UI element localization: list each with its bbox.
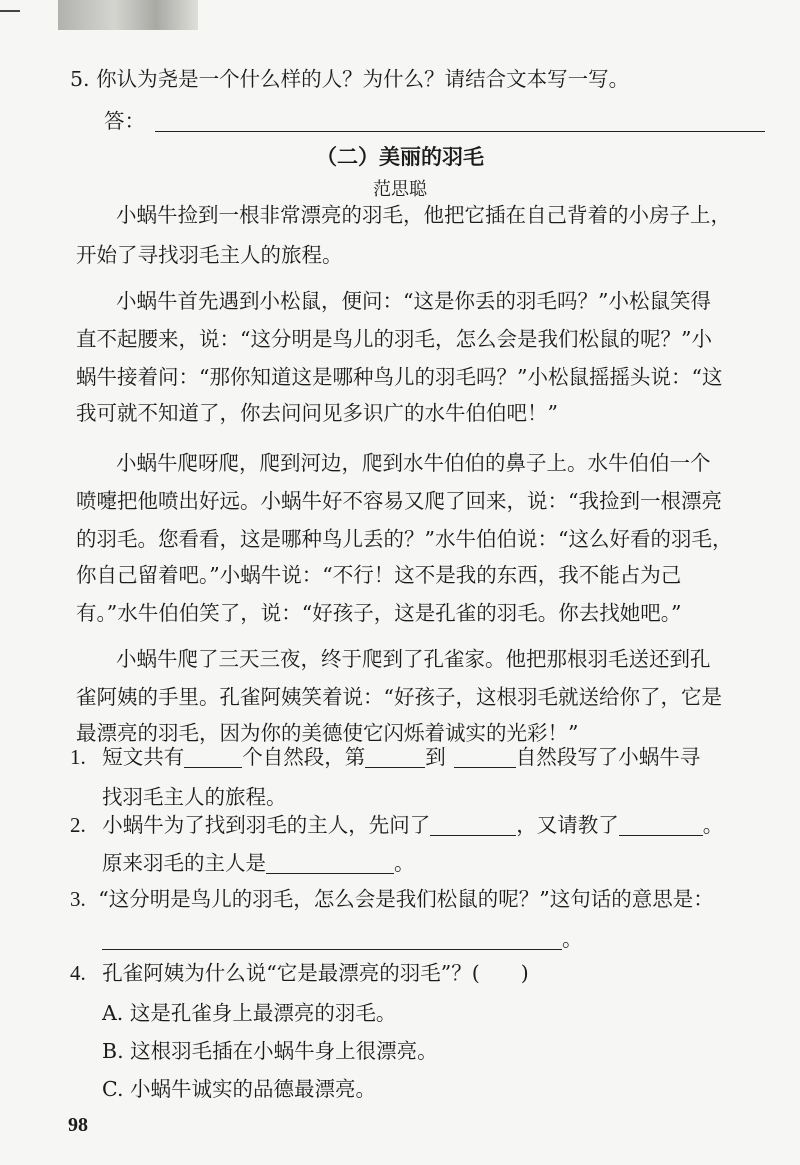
article-line: 你自己留着吧。”小蜗牛说：“不行！这不是我的东西，我不能占为己: [76, 563, 682, 587]
question-1-text-b: 个自然段，第: [242, 745, 366, 769]
blank-first-asked[interactable]: [430, 813, 516, 836]
question-2-text-b: ，又请教了: [516, 813, 619, 837]
question-1-text-c: 到: [425, 745, 446, 769]
question-2-number: 2.: [70, 813, 86, 837]
question-4-option-c[interactable]: C. 小蜗牛诚实的品德最漂亮。: [102, 1077, 376, 1101]
article-line: 雀阿姨的手里。孔雀阿姨笑着说：“好孩子，这根羽毛就送给你了，它是: [76, 685, 722, 709]
question-4-text: 孔雀阿姨为什么说“它是最漂亮的羽毛”？( ): [102, 961, 529, 985]
scan-mark: [0, 10, 20, 12]
blank-sentence-meaning[interactable]: [102, 927, 562, 950]
answer-row: [104, 106, 765, 136]
article-author: 范思聪: [373, 179, 427, 200]
article-line: 直不起腰来，说：“这分明是鸟儿的羽毛，怎么会是我们松鼠的呢？”小: [76, 327, 712, 351]
answer-blank[interactable]: [155, 109, 765, 132]
page-number: 98: [68, 1114, 88, 1136]
blank-paragraph-count[interactable]: [184, 745, 242, 768]
article-title: （二）美丽的羽毛: [316, 145, 484, 169]
article-line: 小蜗牛捡到一根非常漂亮的羽毛，他把它插在自己背着的小房子上，: [116, 203, 731, 227]
question-1: [70, 742, 700, 772]
question-3-text: “这分明是鸟儿的羽毛，怎么会是我们松鼠的呢？”这句话的意思是：: [98, 887, 714, 911]
blank-feather-owner[interactable]: [266, 851, 394, 874]
article-line: 开始了寻找羽毛主人的旅程。: [76, 243, 343, 267]
question-3-answer-row: [102, 924, 583, 954]
question-1-number: 1.: [70, 745, 86, 769]
question-1-text-a: 短文共有: [102, 745, 185, 769]
question-4-option-a[interactable]: A. 这是孔雀身上最漂亮的羽毛。: [102, 1001, 397, 1025]
article-line: 小蜗牛爬呀爬，爬到河边，爬到水牛伯伯的鼻子上。水牛伯伯一个: [116, 451, 711, 475]
blank-start-paragraph[interactable]: [365, 745, 425, 768]
question-2-text-d: 原来羽毛的主人是: [102, 851, 266, 875]
question-4-number: 4.: [70, 961, 86, 985]
answer-label: 答：: [104, 109, 145, 133]
article-line: 小蜗牛首先遇到小松鼠，便问：“这是你丢的羽毛吗？”小松鼠笑得: [116, 289, 711, 313]
article-line: 喷嚏把他喷出好远。小蜗牛好不容易又爬了回来，说：“我捡到一根漂亮: [76, 489, 722, 513]
question-4-option-b[interactable]: B. 这根羽毛插在小蜗牛身上很漂亮。: [102, 1039, 438, 1063]
question-1-line2: 找羽毛主人的旅程。: [102, 785, 287, 809]
question-3: [70, 884, 714, 914]
question-2-text-c: 。: [702, 813, 724, 837]
article-line: 小蜗牛爬了三天三夜，终于爬到了孔雀家。他把那根羽毛送还到孔: [116, 647, 711, 671]
article-line: 蜗牛接着问：“那你知道这是哪种鸟儿的羽毛吗？”小松鼠摇摇头说：“这: [76, 365, 723, 389]
blank-end-paragraph[interactable]: [454, 745, 516, 768]
question-2-text-e: 。: [394, 851, 415, 875]
blank-then-asked[interactable]: [619, 813, 703, 836]
question-3-end: 。: [562, 927, 583, 951]
question-2: [70, 810, 723, 840]
scan-shadow: [58, 0, 198, 30]
question-3-number: 3.: [70, 887, 86, 911]
question-1-text-d: 自然段写了小蜗牛寻: [515, 745, 701, 769]
question-2-text-a: 小蜗牛为了找到羽毛的主人，先问了: [102, 813, 431, 837]
question-4: [70, 958, 529, 988]
article-line: 的羽毛。您看看，这是哪种鸟儿丢的？”水牛伯伯说：“这么好看的羽毛，: [76, 527, 733, 551]
question-2-line2: [102, 848, 415, 878]
article-line: 我可就不知道了，你去问问见多识广的水牛伯伯吧！”: [76, 401, 558, 425]
article-line: 最漂亮的羽毛，因为你的美德使它闪烁着诚实的光彩！”: [76, 721, 579, 745]
article-line: 有。”水牛伯伯笑了，说：“好孩子，这是孔雀的羽毛。你去找她吧。”: [76, 601, 682, 625]
question-5: 5. 你认为尧是一个什么样的人？为什么？请结合文本写一写。: [70, 67, 630, 91]
